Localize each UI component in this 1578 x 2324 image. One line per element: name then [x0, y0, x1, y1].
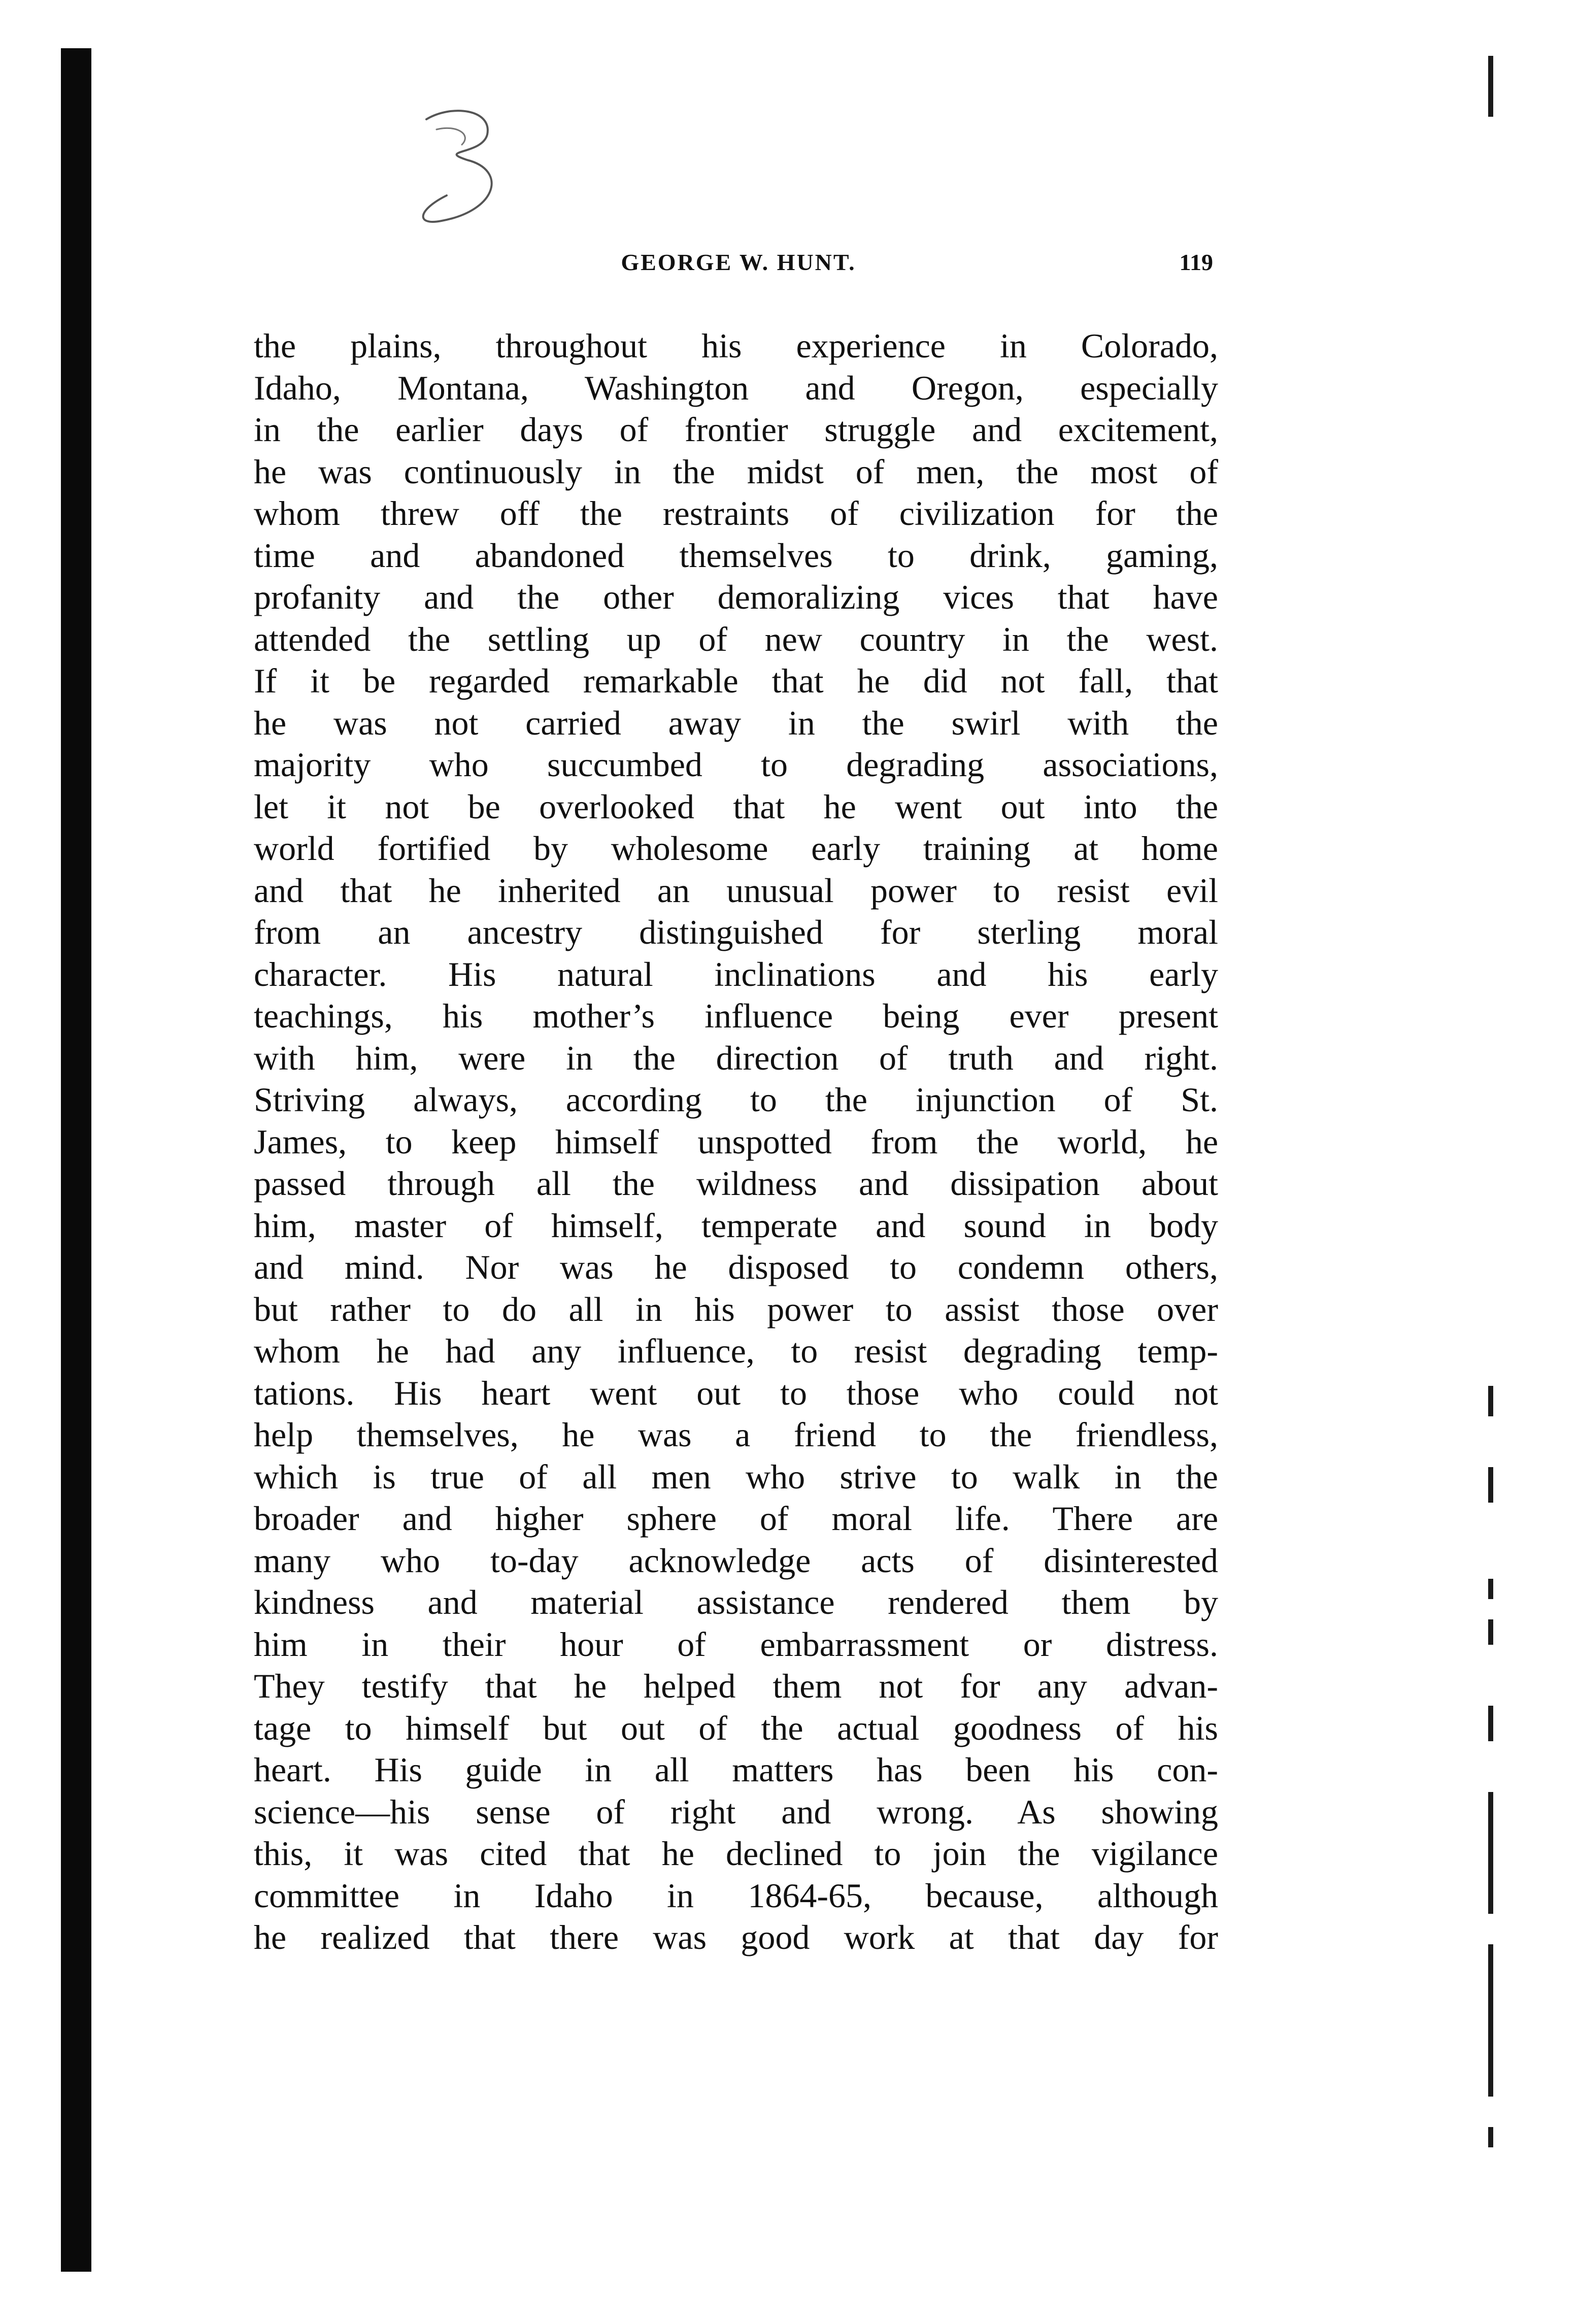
text-line: and that he inherited an unusual power to resist evil [254, 871, 1218, 910]
text-line: committee in Idaho in 1864-65, because, although [254, 1876, 1218, 1915]
text-line: tage to himself but out of the actual goodness of his [254, 1708, 1218, 1747]
text-line: tations. His heart went out to those who could not [254, 1373, 1218, 1412]
text-line: this, it was cited that he declined to join the vigilance [254, 1834, 1218, 1873]
text-line: teachings, his mother’s influence being ever present [254, 997, 1218, 1035]
body-paragraph [254, 325, 1218, 1958]
text-line: he realized that there was good work at that day for [254, 1918, 1218, 1956]
text-line: profanity and the other demoralizing vices that have [254, 578, 1218, 616]
text-line: James, to keep himself unspotted from the world, he [254, 1122, 1218, 1161]
text-line: help themselves, he was a friend to the friendless, [254, 1415, 1218, 1454]
text-line: They testify that he helped them not for any advan- [254, 1667, 1218, 1705]
scan-margin-marks [1482, 56, 1502, 2137]
text-line: world fortified by wholesome early training at home [254, 829, 1218, 868]
text-line: with him, were in the direction of truth and right. [254, 1038, 1218, 1077]
text-line: broader and higher sphere of moral life. There are [254, 1499, 1218, 1538]
running-head: GEORGE W. HUNT. [621, 249, 856, 275]
text-line: he was not carried away in the swirl with the [254, 703, 1218, 742]
text-line: time and abandoned themselves to drink, gaming, [254, 536, 1218, 575]
text-line: If it be regarded remarkable that he did not fall, that [254, 661, 1218, 700]
text-line: which is true of all men who strive to walk in the [254, 1457, 1218, 1496]
text-line: whom he had any influence, to resist degrading temp- [254, 1332, 1218, 1370]
text-line: Idaho, Montana, Washington and Oregon, especially [254, 368, 1218, 407]
text-line: many who to-day acknowledge acts of disinterested [254, 1541, 1218, 1580]
text-line: and mind. Nor was he disposed to condemn others, [254, 1248, 1218, 1286]
text-line: in the earlier days of frontier struggle and excitement, [254, 410, 1218, 449]
text-line: but rather to do all in his power to assist those over [254, 1289, 1218, 1329]
page-number: 119 [1179, 249, 1213, 275]
page-header [264, 249, 1213, 289]
text-line: science—his sense of right and wrong. As showing [254, 1792, 1218, 1831]
text-line: majority who succumbed to degrading associations, [254, 745, 1218, 784]
text-line: Striving always, according to the injunction of St. [254, 1080, 1218, 1119]
text-line: he was continuously in the midst of men, the most of [254, 452, 1218, 491]
text-line: from an ancestry distinguished for sterling moral [254, 913, 1218, 951]
text-line: him in their hour of embarrassment or distress. [254, 1624, 1218, 1664]
text-line: passed through all the wildness and dissipation about [254, 1164, 1218, 1203]
text-line: whom threw off the restraints of civilization for the [254, 494, 1218, 533]
text-line: attended the settling up of new country in the west. [254, 619, 1218, 658]
text-line: let it not be overlooked that he went out into the [254, 787, 1218, 826]
text-line: kindness and material assistance rendered them by [254, 1583, 1218, 1621]
text-line: character. His natural inclinations and his early [254, 954, 1218, 993]
text-line: heart. His guide in all matters has been his con- [254, 1750, 1218, 1789]
text-line: the plains, throughout his experience in Colorado, [254, 326, 1218, 365]
text-line: him, master of himself, temperate and sound in body [254, 1206, 1218, 1245]
scan-binding-edge [61, 48, 91, 2272]
pencil-scribble-mark [406, 99, 518, 231]
